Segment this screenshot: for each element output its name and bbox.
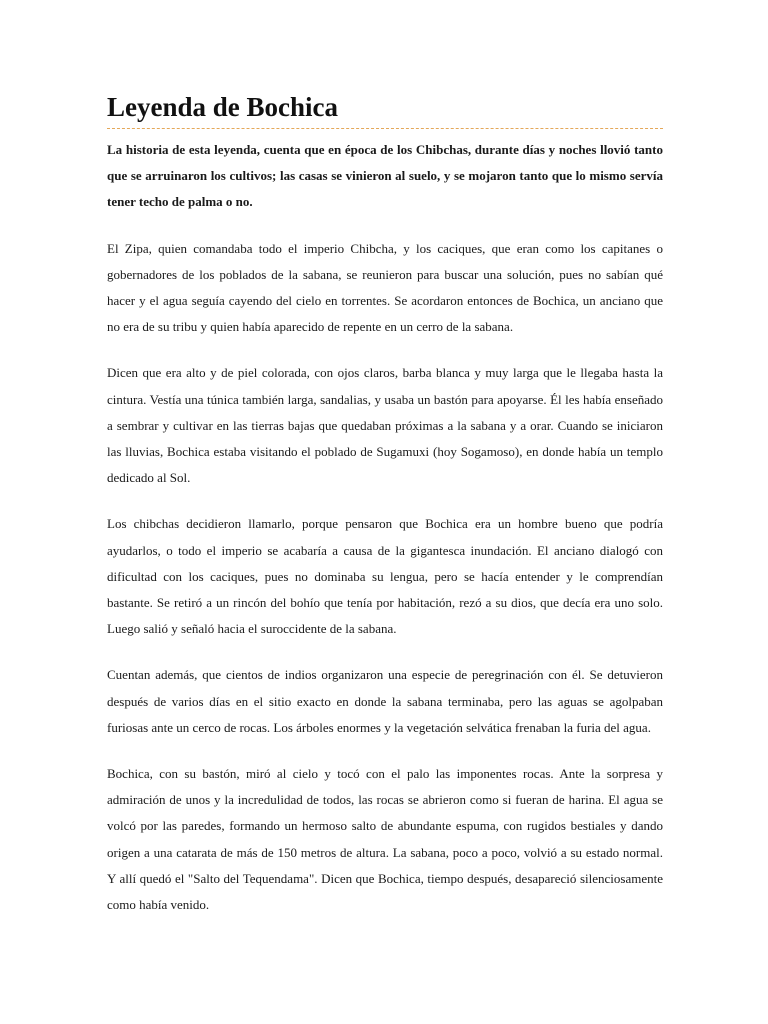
document-title: Leyenda de Bochica <box>107 92 339 122</box>
document-page <box>107 90 663 918</box>
title-divider <box>107 128 663 129</box>
paragraph-5: Bochica, con su bastón, miró al cielo y tocó con el palo las imponentes rocas. Ante la sorpresa y admiración de unos y la incredulidad de todos, las rocas se abrieron como si fueran de harina. El agua se volcó por las paredes, formando un hermoso salto de abundante espuma, con rugidos bestiales y dando origen a una catarata de más de 150 metros de altura. La sabana, poco a poco, volvió a su estado normal. Y allí quedó el "Salto del Tequendama". Dicen que Bochica, tiempo después, desapareció silenciosamente como había venido. <box>107 766 663 913</box>
intro-paragraph: La historia de esta leyenda, cuenta que en época de los Chibchas, durante días y noches llovió tanto que se arruinaron los cultivos; las casas se vinieron al suelo, y se mojaron tanto que lo mismo servía tener techo de palma o no. <box>107 142 663 210</box>
paragraph-3: Los chibchas decidieron llamarlo, porque pensaron que Bochica era un hombre bueno que podría ayudarlos, o todo el imperio se acabaría a causa de la gigantesca inundación. El anciano dialogó con dificultad con los caciques, pues no dominaba su lengua, pero se hacía entender y le comprendían bastante. Se retiró a un rincón del bohío que tenía por habitación, rezó a su dios, que decía era uno solo. Luego salió y señaló hacia el suroccidente de la sabana. <box>107 516 663 637</box>
paragraph-4: Cuentan además, que cientos de indios organizaron una especie de peregrinación con él. Se detuvieron después de varios días en el sitio exacto en donde la sabana terminaba, pero las aguas se agolpaban furiosas ante un cerco de rocas. Los árboles enormes y la vegetación selvática frenaban la furia del agua. <box>107 667 663 735</box>
paragraph-2: Dicen que era alto y de piel colorada, con ojos claros, barba blanca y muy larga que le llegaba hasta la cintura. Vestía una túnica también larga, sandalias, y usaba un bastón para apoyarse. Él les había enseñado a sembrar y cultivar en las tierras bajas que quedaban próximas a la sabana y a orar. Cuando se iniciaron las lluvias, Bochica estaba visitando el poblado de Sugamuxi (hoy Sogamoso), en donde había un templo dedicado al Sol. <box>107 365 663 486</box>
paragraph-1: El Zipa, quien comandaba todo el imperio Chibcha, y los caciques, que eran como los capitanes o gobernadores de los poblados de la sabana, se reunieron para buscar una solución, pues no sabían qué hacer y el agua seguía cayendo del cielo en torrentes. Se acordaron entonces de Bochica, un anciano que no era de su tribu y quien había aparecido de repente en un cerro de la sabana. <box>107 240 663 335</box>
